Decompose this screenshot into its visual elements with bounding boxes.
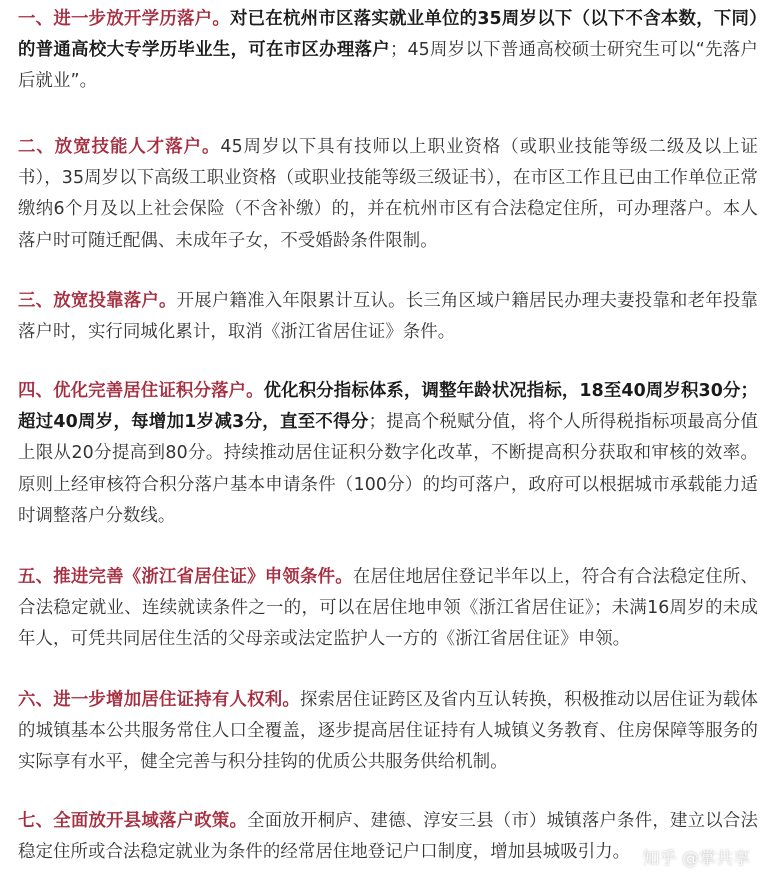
- zhihu-watermark: 知乎 @掌共享: [642, 849, 750, 869]
- paragraph-7-heading: 七、全面放开县域落户政策。: [18, 811, 248, 831]
- paragraph-6-heading: 六、进一步增加居住证持有人权利。: [18, 690, 300, 710]
- paragraph-2: [18, 132, 758, 257]
- paragraph-1-heading: 一、进一步放开学历落户。: [18, 9, 230, 29]
- paragraph-6: [18, 685, 758, 779]
- paragraph-4-text: ；提高个税赋分值，将个人所得税指标项最高分值上限从20分提高到80分。持续推动居住证积分数字化改革，不断提高积分获取和审核的效率。原则上经审核符合积分落户基本申请条件（100分）的均可落户，政府可以根据城市承载能力适时调整落户分数线。: [18, 412, 758, 526]
- paragraph-4: [18, 376, 758, 532]
- paragraph-5-heading: 五、推进完善《浙江省居住证》申领条件。: [18, 567, 353, 587]
- paragraph-5-text: 在居住地居住登记半年以上，符合有合法稳定住所、合法稳定就业、连续就读条件之一的，可以在居住地申领《浙江省居住证》；未满16周岁的未成年人，可凭共同居住生活的父母亲或法定监护人一方的《浙江省居住证》申领。: [18, 567, 758, 650]
- paragraph-4-bold-text: 优化积分指标体系，调整年龄状况指标，18至40周岁积30分；超过40周岁，每增加1岁减3分，直至不得分: [18, 381, 758, 433]
- paragraph-1: [18, 4, 758, 98]
- paragraph-2-text: 45周岁以下具有技师以上职业资格（或职业技能等级二级及以上证书），35周岁以下高级工职业资格（或职业技能等级三级证书），在市区工作且已由工作单位正常缴纳6个月及以上社会保险（不含补缴）的，并在杭州市区有合法稳定住所，可办理落户。本人落户时可随迁配偶、未成年子女，不受婚龄条件限制。: [18, 137, 758, 251]
- paragraph-2-heading: 二、放宽技能人才落户。: [18, 137, 221, 157]
- paragraph-6-text: 探索居住证跨区及省内互认转换，积极推动以居住证为载体的城镇基本公共服务常住人口全覆盖，逐步提高居住证持有人城镇义务教育、住房保障等服务的实际享有水平，健全完善与积分挂钩的优质公共服务供给机制。: [18, 690, 758, 773]
- paragraph-5: [18, 562, 758, 656]
- paragraph-1-text: ；45周岁以下普通高校硕士研究生可以“先落户后就业”。: [18, 40, 759, 92]
- paragraph-3-heading: 三、放宽投靠落户。: [18, 291, 177, 311]
- paragraph-4-heading: 四、优化完善居住证积分落户。: [18, 381, 264, 401]
- paragraph-1-bold-text: 对已在杭州市区落实就业单位的35周岁以下（以下不含本数，下同）的普通高校大专学历毕业生，可在市区办理落户: [18, 9, 759, 61]
- paragraph-3-text: 开展户籍准入年限累计互认。长三角区域户籍居民办理夫妻投靠和老年投靠落户时，实行同城化累计，取消《浙江省居住证》条件。: [18, 291, 758, 343]
- paragraph-3: [18, 286, 758, 348]
- paragraph-7-text: 全面放开桐庐、建德、淳安三县（市）城镇落户条件，建立以合法稳定住所或合法稳定就业为条件的经常居住地登记户口制度，增加县城吸引力。: [18, 811, 758, 863]
